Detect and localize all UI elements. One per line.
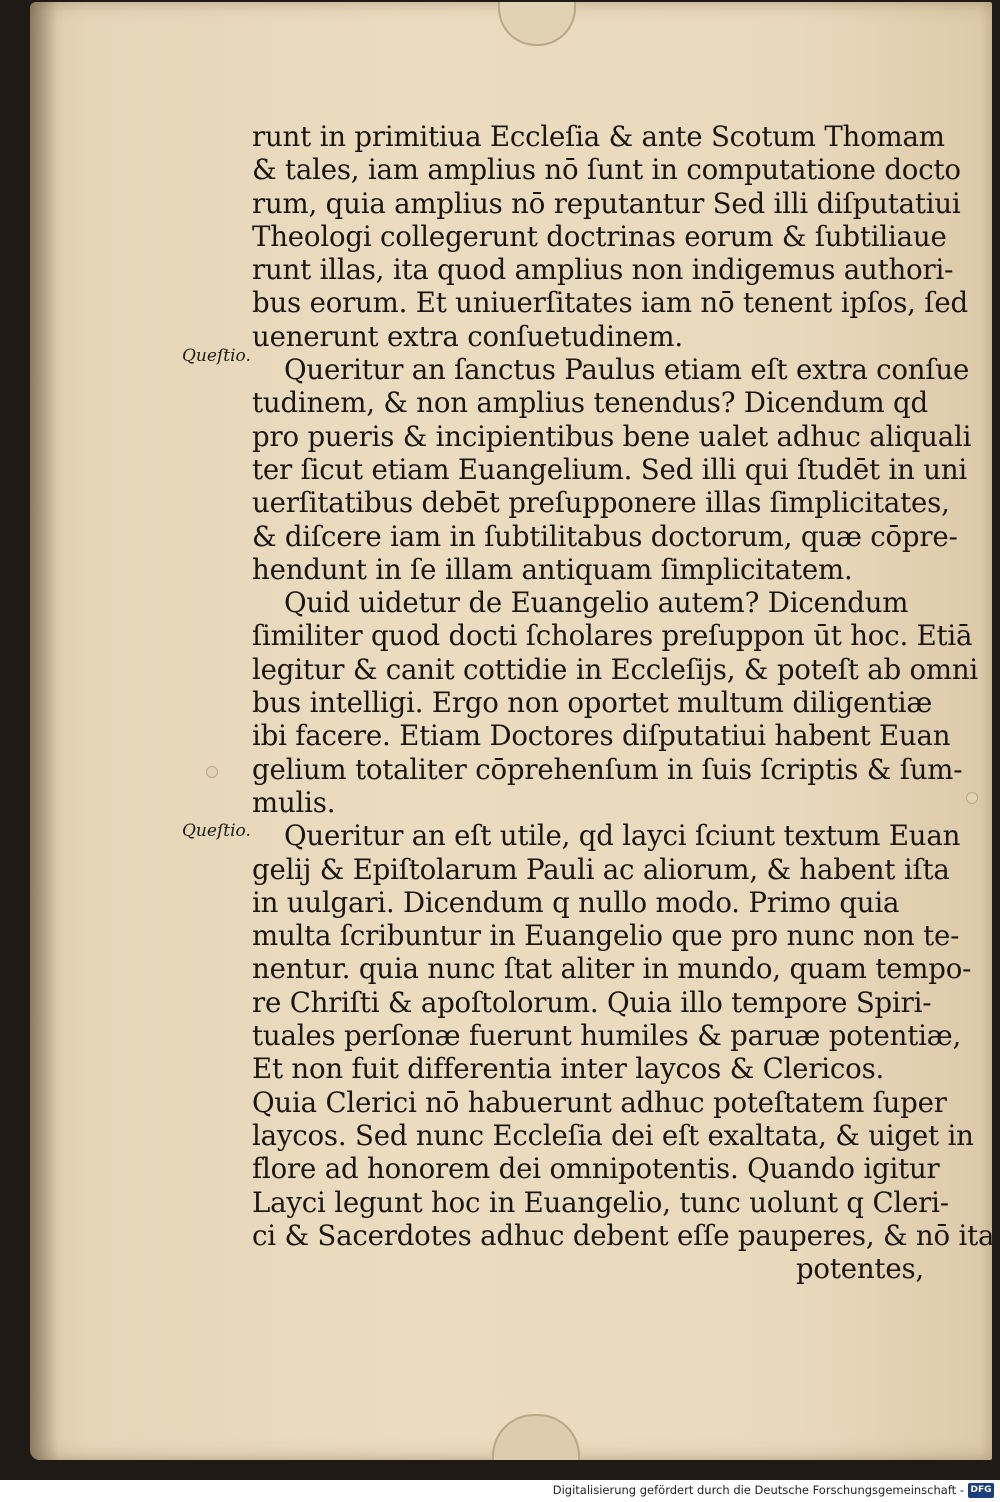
catchword: potentes,	[795, 1252, 924, 1286]
text-line: runt illas, ita quod amplius non indigemus authori-	[252, 253, 954, 287]
text-line: in uulgari. Dicendum q nullo modo. Primo quia	[252, 885, 900, 919]
text-line: gelium totaliter cōprehenſum in ſuis ſcriptis & ſum-	[252, 752, 963, 786]
paper-hole-left	[206, 766, 218, 778]
text-line: gelij & Epiſtolarum Pauli ac aliorum, & habent iſta	[252, 852, 950, 886]
text-line: Queritur an ſanctus Paulus etiam eſt extra conſue	[284, 353, 970, 387]
dfg-logo-icon: DFG	[968, 1483, 994, 1498]
text-line: uenerunt extra conſuetudinem.	[252, 319, 683, 353]
marginal-note: Queſtio.	[182, 346, 251, 366]
page-clip-bottom	[492, 1414, 580, 1460]
text-line: multa ſcribuntur in Euangelio que pro nunc non te-	[252, 919, 960, 953]
text-line: nentur. quia nunc ſtat aliter in mundo, quam tempo-	[252, 952, 972, 986]
text-line: rum, quia amplius nō reputantur Sed illi diſputatiui	[252, 186, 961, 220]
text-line: re Chriſti & apoſtolorum. Quia illo tempore Spiri-	[252, 985, 932, 1019]
text-line: uerſitatibus debēt preſupponere illas ſimplicitates,	[252, 486, 950, 520]
text-line: ci & Sacerdotes adhuc debent eſſe pauperes, & nō ita	[252, 1218, 995, 1252]
text-line: Layci legunt hoc in Euangelio, tunc uolunt q Cleri-	[252, 1185, 949, 1219]
page-clip-top	[498, 2, 576, 46]
text-line: ibi facere. Etiam Doctores diſputatiui habent Euan	[252, 719, 951, 753]
text-line: flore ad honorem dei omnipotentis. Quando igitur	[252, 1152, 940, 1186]
text-line: Quid uidetur de Euangelio autem? Dicendum	[284, 586, 909, 620]
text-line: Quia Clerici nō habuerunt adhuc poteſtatem ſuper	[252, 1085, 947, 1119]
text-line: runt in primitiua Eccleſia & ante Scotum Thomam	[252, 120, 945, 153]
text-line: ſimiliter quod docti ſcholares preſuppon ūt hoc. Etiā	[252, 619, 973, 653]
marginal-note: Queſtio.	[182, 821, 251, 841]
text-line: ter ſicut etiam Euangelium. Sed illi qui ſtudēt in uni	[252, 452, 968, 486]
text-line: tuales perſonæ fuerunt humiles & paruæ potentiæ,	[252, 1019, 962, 1053]
text-line: Queritur an eſt utile, qd layci ſciunt textum Euan	[284, 819, 961, 853]
funding-credit: Digitalisierung gefördert durch die Deutsche Forschungsgemeinschaft -	[552, 1483, 964, 1497]
text-line: legitur & canit cottidie in Eccleſijs, & poteſt ab omni	[252, 652, 979, 686]
text-line: laycos. Sed nunc Eccleſia dei eſt exaltata, & uiget in	[252, 1118, 974, 1152]
text-line: & diſcere iam in ſubtilitabus doctorum, quæ cōpre-	[252, 519, 958, 553]
text-line: hendunt in ſe illam antiquam ſimplicitatem.	[252, 552, 853, 586]
body-text	[252, 120, 995, 1286]
text-line: Theologi collegerunt doctrinas eorum & ſubtiliaue	[252, 219, 947, 253]
text-line: Et non fuit differentia inter laycos & Clericos.	[252, 1052, 885, 1086]
gutter-shadow	[30, 2, 58, 1460]
text-line: bus eorum. Et uniuerſitates iam nō tenent ipſos, ſed	[252, 286, 968, 320]
footer-bar	[0, 1480, 1000, 1502]
text-line: pro pueris & incipientibus bene ualet adhuc aliquali	[252, 419, 972, 453]
text-line: bus intelligi. Ergo non oportet multum diligentiæ	[252, 686, 933, 720]
paper-hole-right	[966, 792, 978, 804]
text-line: tudinem, & non amplius tenendus? Dicendum qd	[252, 386, 928, 420]
text-line: & tales, iam amplius nō ſunt in computatione docto	[252, 153, 961, 187]
text-line: mulis.	[252, 785, 336, 819]
